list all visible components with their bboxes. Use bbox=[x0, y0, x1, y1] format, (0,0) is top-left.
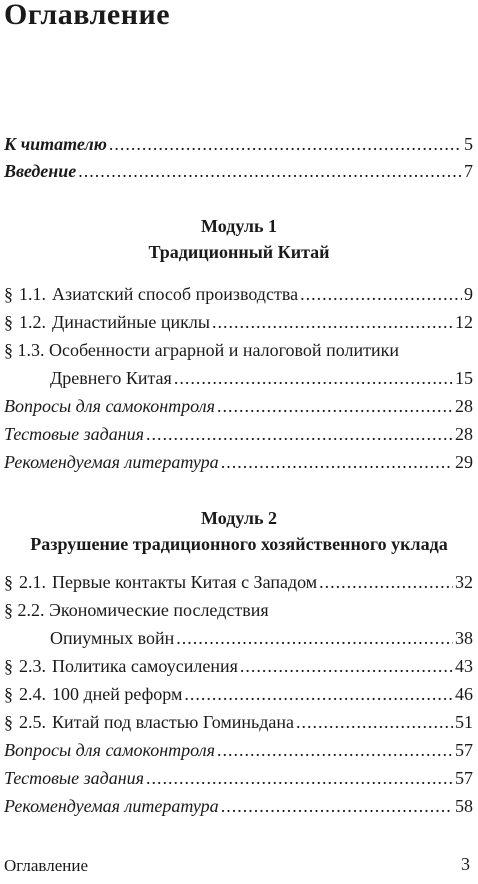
dot-leader bbox=[319, 570, 453, 594]
section-number: 2.3. bbox=[19, 656, 46, 676]
section-number: 2.5. bbox=[19, 712, 46, 732]
page-title: Оглавление bbox=[4, 0, 171, 31]
folio-page-number: 3 bbox=[461, 854, 470, 874]
toc-entry-section-2-1[interactable] bbox=[4, 570, 473, 594]
section-title: Китай под властью Гоминьдана bbox=[52, 712, 294, 732]
section-sign: § bbox=[4, 600, 13, 620]
toc-entry-section-1-3-cont[interactable] bbox=[50, 366, 473, 390]
toc-entry-section-2-2-cont[interactable] bbox=[50, 626, 473, 650]
dot-leader bbox=[296, 710, 453, 734]
dot-leader bbox=[240, 654, 453, 678]
toc-entry-section-2-4[interactable] bbox=[4, 682, 473, 706]
toc-page-number: 32 bbox=[455, 572, 473, 592]
dot-leader bbox=[176, 626, 453, 650]
toc-entry-section-2-5[interactable] bbox=[4, 710, 473, 734]
dot-leader bbox=[221, 450, 453, 474]
toc-entry-to-reader[interactable] bbox=[4, 132, 473, 156]
toc-page-number: 29 bbox=[455, 452, 473, 472]
dot-leader bbox=[300, 282, 462, 306]
section-sign: § bbox=[4, 340, 13, 360]
section-title: Особенности аграрной и налоговой политики bbox=[49, 340, 399, 360]
toc-entry-label: К читателю bbox=[4, 134, 107, 154]
dot-leader bbox=[146, 766, 453, 790]
section-title-continued: Древнего Китая bbox=[50, 368, 172, 388]
toc-entry-introduction[interactable] bbox=[4, 159, 473, 183]
dot-leader bbox=[174, 366, 453, 390]
toc-page-number: 46 bbox=[455, 684, 473, 704]
toc-page-number: 57 bbox=[455, 740, 473, 760]
toc-entry-section-1-3[interactable] bbox=[4, 338, 399, 362]
section-number: 2.1. bbox=[19, 572, 46, 592]
section-sign: § bbox=[4, 284, 13, 304]
toc-entry-section-1-1[interactable] bbox=[4, 282, 473, 306]
section-sign: § bbox=[4, 684, 13, 704]
dot-leader bbox=[217, 738, 453, 762]
toc-entry-literature-2[interactable] bbox=[4, 794, 473, 818]
section-number: 1.2. bbox=[19, 312, 46, 332]
section-sign: § bbox=[4, 712, 13, 732]
dot-leader bbox=[217, 394, 453, 418]
toc-page-number: 28 bbox=[455, 396, 473, 416]
toc-page-number: 28 bbox=[455, 424, 473, 444]
section-title: 100 дней реформ bbox=[52, 684, 183, 704]
section-number: 2.2. bbox=[17, 600, 45, 620]
toc-page-number: 58 bbox=[455, 796, 473, 816]
module-2-title: Разрушение традиционного хозяйственного уклада bbox=[30, 534, 448, 554]
dot-leader bbox=[109, 132, 462, 156]
toc-entry-label: Рекомендуемая литература bbox=[4, 452, 219, 472]
section-number: 1.1. bbox=[19, 284, 46, 304]
toc-entry-review-questions-1[interactable] bbox=[4, 394, 473, 418]
toc-entry-label: Вопросы для самоконтроля bbox=[4, 740, 215, 760]
toc-entry-label: Рекомендуемая литература bbox=[4, 796, 219, 816]
section-number: 1.3. bbox=[17, 340, 45, 360]
toc-entry-label: Тестовые задания bbox=[4, 768, 145, 788]
running-title: Оглавление bbox=[4, 856, 88, 875]
dot-leader bbox=[212, 310, 453, 334]
toc-entry-label: Вопросы для самоконтроля bbox=[4, 396, 215, 416]
section-title: Первые контакты Китая с Западом bbox=[52, 572, 318, 592]
section-title: Экономические последствия bbox=[49, 600, 269, 620]
toc-page-number: 38 bbox=[455, 628, 473, 648]
toc-page-number: 57 bbox=[455, 768, 473, 788]
section-sign: § bbox=[4, 656, 13, 676]
module-1-heading: Модуль 1 bbox=[200, 216, 277, 236]
toc-entry-section-2-3[interactable] bbox=[4, 654, 473, 678]
dot-leader bbox=[184, 682, 453, 706]
toc-page-number: 12 bbox=[455, 312, 473, 332]
toc-page-number: 51 bbox=[455, 712, 473, 732]
toc-entry-literature-1[interactable] bbox=[4, 450, 473, 474]
module-2-heading: Модуль 2 bbox=[200, 508, 277, 528]
toc-page-number: 15 bbox=[455, 368, 473, 388]
toc-page-number: 5 bbox=[464, 134, 473, 154]
section-number: 2.4. bbox=[19, 684, 46, 704]
toc-entry-tests-1[interactable] bbox=[4, 422, 473, 446]
toc-entry-review-questions-2[interactable] bbox=[4, 738, 473, 762]
toc-entry-section-1-2[interactable] bbox=[4, 310, 473, 334]
toc-entry-label: Тестовые задания bbox=[4, 424, 145, 444]
dot-leader bbox=[78, 159, 462, 183]
section-sign: § bbox=[4, 572, 13, 592]
section-sign: § bbox=[4, 312, 13, 332]
section-title: Династийные циклы bbox=[52, 312, 210, 332]
toc-entry-tests-2[interactable] bbox=[4, 766, 473, 790]
dot-leader bbox=[221, 794, 453, 818]
section-title: Политика самоусиления bbox=[52, 656, 238, 676]
toc-entry-section-2-2[interactable] bbox=[4, 598, 269, 622]
toc-page-number: 43 bbox=[455, 656, 473, 676]
toc-page-number: 7 bbox=[464, 161, 473, 181]
section-title: Азиатский способ производства bbox=[52, 284, 299, 304]
dot-leader bbox=[146, 422, 453, 446]
module-1-title: Традиционный Китай bbox=[148, 242, 330, 262]
section-title-continued: Опиумных войн bbox=[50, 628, 175, 648]
toc-page-number: 9 bbox=[464, 284, 473, 304]
toc-entry-label: Введение bbox=[4, 161, 77, 181]
